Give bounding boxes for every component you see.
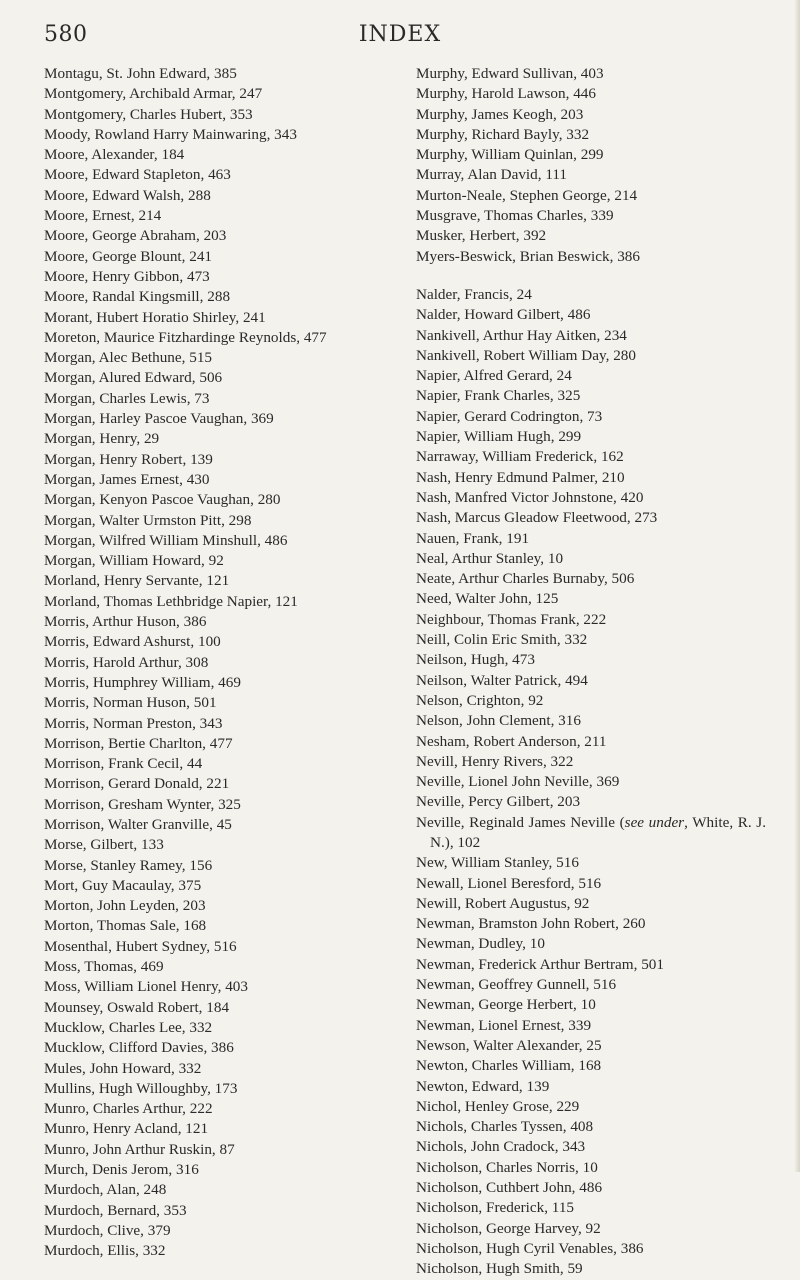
cross-reference-target: , White, R. J. N.), 102	[430, 813, 766, 851]
index-entry: Morgan, Henry Robert, 139	[44, 450, 213, 468]
index-entry: Neill, Colin Eric Smith, 332	[416, 631, 588, 649]
index-entry: Nash, Manfred Victor Johnstone, 420	[416, 488, 644, 506]
index-entry: Napier, William Hugh, 299	[416, 428, 582, 446]
index-entry: Morris, Humphrey William, 469	[44, 673, 241, 691]
index-entry: Nevill, Henry Rivers, 322	[416, 752, 574, 770]
page-edge-shadow	[794, 0, 800, 1172]
index-entry: Nichols, John Cradock, 343	[416, 1138, 586, 1156]
index-entry: Mort, Guy Macaulay, 375	[44, 876, 202, 894]
index-entry: Morris, Edward Ashurst, 100	[44, 633, 221, 651]
index-entry: New, William Stanley, 516	[416, 854, 579, 872]
index-entry: Morgan, Kenyon Pascoe Vaughan, 280	[44, 491, 281, 509]
index-entry: Nankivell, Arthur Hay Aitken, 234	[416, 326, 627, 344]
cross-reference-name: Neville, Reginald James Neville (	[416, 813, 625, 831]
index-entry: Nelson, John Clement, 316	[416, 712, 581, 730]
index-entry: Murch, Denis Jerom, 316	[44, 1161, 199, 1179]
index-entry: Moore, Randal Kingsmill, 288	[44, 288, 231, 306]
index-entry: Nicholson, Hugh Cyril Venables, 386	[416, 1239, 644, 1257]
index-entry: Neville, Percy Gilbert, 203	[416, 793, 581, 811]
index-entry: Morris, Norman Preston, 343	[44, 714, 223, 732]
index-entry: Mucklow, Charles Lee, 332	[44, 1018, 213, 1036]
index-entry: Neilson, Walter Patrick, 494	[416, 671, 588, 689]
index-column-left	[44, 64, 394, 1262]
index-entry: Newman, Dudley, 10	[416, 935, 545, 953]
index-entry: Morris, Harold Arthur, 308	[44, 653, 209, 671]
index-entry: Morgan, Alured Edward, 506	[44, 369, 223, 387]
index-entry: Newton, Edward, 139	[416, 1077, 550, 1095]
index-entry: Munro, John Arthur Ruskin, 87	[44, 1140, 235, 1158]
page-header	[0, 22, 800, 52]
index-entry: Moore, George Abraham, 203	[44, 227, 227, 245]
index-entry: Murdoch, Alan, 248	[44, 1181, 167, 1199]
index-entry: Morgan, James Ernest, 430	[44, 470, 210, 488]
index-entry: Morrison, Walter Granville, 45	[44, 815, 232, 833]
index-entry: Murphy, Harold Lawson, 446	[416, 85, 596, 103]
index-entry: Nankivell, Robert William Day, 280	[416, 346, 636, 364]
index-entry: Morland, Henry Servante, 121	[44, 572, 230, 590]
index-entry: Moore, Edward Stapleton, 463	[44, 166, 231, 184]
index-entry: Munro, Henry Acland, 121	[44, 1120, 209, 1138]
index-entry: Morrison, Frank Cecil, 44	[44, 755, 203, 773]
index-entry: Mules, John Howard, 332	[44, 1059, 202, 1077]
index-entry: Morris, Arthur Huson, 386	[44, 613, 207, 631]
page-title: INDEX	[358, 22, 442, 47]
index-entry: Montagu, St. John Edward, 385	[44, 65, 237, 82]
index-entry: Murdoch, Bernard, 353	[44, 1201, 187, 1219]
index-entry: Mullins, Hugh Willoughby, 173	[44, 1079, 238, 1097]
index-entry: Myers-Beswick, Brian Beswick, 386	[416, 247, 640, 265]
index-entry: Murdoch, Clive, 379	[44, 1221, 171, 1239]
index-entry: Need, Walter John, 125	[416, 590, 559, 608]
index-entry: Morse, Stanley Ramey, 156	[44, 856, 213, 874]
index-entry: Moore, Ernest, 214	[44, 207, 162, 225]
index-entry: Montgomery, Archibald Armar, 247	[44, 85, 263, 103]
index-entry: Morris, Norman Huson, 501	[44, 694, 217, 712]
index-entry: Moore, Edward Walsh, 288	[44, 186, 211, 204]
index-entry: Montgomery, Charles Hubert, 353	[44, 105, 253, 123]
index-entry: Murdoch, Ellis, 332	[44, 1242, 166, 1260]
index-entry: Morgan, Harley Pascoe Vaughan, 369	[44, 410, 274, 428]
index-entry: Newill, Robert Augustus, 92	[416, 894, 590, 912]
index-entry: Morrison, Bertie Charlton, 477	[44, 734, 233, 752]
index-entry: Munro, Charles Arthur, 222	[44, 1100, 213, 1118]
index-entry: Newman, Frederick Arthur Bertram, 501	[416, 955, 664, 973]
index-entry: Morgan, Henry, 29	[44, 430, 160, 448]
index-entry: Mucklow, Clifford Davies, 386	[44, 1039, 234, 1057]
index-entry: Napier, Frank Charles, 325	[416, 387, 581, 405]
index-entry: Nalder, Francis, 24	[416, 285, 532, 303]
index-entry: Morgan, Charles Lewis, 73	[44, 389, 210, 407]
index-entry: Moore, Henry Gibbon, 473	[44, 267, 210, 285]
index-entry: Neville, Lionel John Neville, 369	[416, 773, 620, 791]
index-entry: Newman, Geoffrey Gunnell, 516	[416, 976, 617, 994]
index-entry: Newton, Charles William, 168	[416, 1057, 602, 1075]
index-entry: Narraway, William Frederick, 162	[416, 448, 624, 466]
page-number: 580	[44, 22, 88, 47]
index-entry: Mosenthal, Hubert Sydney, 516	[44, 937, 237, 955]
index-entry: Nash, Marcus Gleadow Fleetwood, 273	[416, 509, 658, 527]
index-entry: Morgan, Wilfred William Minshull, 486	[44, 531, 288, 549]
index-entry: Nesham, Robert Anderson, 211	[416, 732, 607, 750]
index-entry: Morant, Hubert Horatio Shirley, 241	[44, 308, 266, 326]
index-entry: Morrison, Gresham Wynter, 325	[44, 795, 241, 813]
index-entry: Morrison, Gerard Donald, 221	[44, 775, 230, 793]
index-entry: Nicholson, George Harvey, 92	[416, 1219, 601, 1237]
index-entry: Moss, William Lionel Henry, 403	[44, 978, 248, 996]
index-entry: Musgrave, Thomas Charles, 339	[416, 207, 614, 225]
index-entry: Mounsey, Oswald Robert, 184	[44, 998, 230, 1016]
index-entry: Moss, Thomas, 469	[44, 958, 164, 976]
index-entry: Nicholson, Cuthbert John, 486	[416, 1179, 603, 1197]
index-entry: Nalder, Howard Gilbert, 486	[416, 306, 591, 324]
index-entry: Newall, Lionel Beresford, 516	[416, 874, 602, 892]
index-entry: Morland, Thomas Lethbridge Napier, 121	[44, 592, 298, 610]
index-entry: Murphy, Richard Bayly, 332	[416, 125, 590, 143]
index-entry: Napier, Alfred Gerard, 24	[416, 367, 572, 385]
index-entry: Morgan, Alec Bethune, 515	[44, 349, 213, 367]
index-entry: Nelson, Crighton, 92	[416, 691, 544, 709]
index-entry: Morton, John Leyden, 203	[44, 897, 206, 915]
see-under-label: see under	[624, 813, 685, 831]
index-entry: Newson, Walter Alexander, 25	[416, 1036, 602, 1054]
index-entry-cross-reference	[416, 813, 766, 854]
index-entry: Morgan, Walter Urmston Pitt, 298	[44, 511, 252, 529]
index-entry: Musker, Herbert, 392	[416, 227, 547, 245]
index-entry: Morse, Gilbert, 133	[44, 836, 164, 854]
index-entry: Nichol, Henley Grose, 229	[416, 1097, 580, 1115]
index-entry: Moore, George Blount, 241	[44, 247, 213, 265]
index-entry: Nichols, Charles Tyssen, 408	[416, 1118, 594, 1136]
index-entry: Murphy, William Quinlan, 299	[416, 146, 604, 164]
index-entry: Newman, Lionel Ernest, 339	[416, 1016, 592, 1034]
index-entry: Morgan, William Howard, 92	[44, 552, 224, 570]
index-entry: Neilson, Hugh, 473	[416, 651, 535, 669]
index-entry: Neighbour, Thomas Frank, 222	[416, 610, 607, 628]
index-entry: Murphy, James Keogh, 203	[416, 105, 584, 123]
index-entry: Murphy, Edward Sullivan, 403	[416, 65, 604, 82]
index-column-right	[416, 64, 766, 1280]
index-entry: Neal, Arthur Stanley, 10	[416, 549, 564, 567]
index-entry: Nicholson, Hugh Smith, 59	[416, 1260, 583, 1278]
index-entry: Murton-Neale, Stephen George, 214	[416, 186, 638, 204]
index-entry: Napier, Gerard Codrington, 73	[416, 407, 603, 425]
index-entry: Nicholson, Charles Norris, 10	[416, 1158, 598, 1176]
index-entry: Moore, Alexander, 184	[44, 146, 185, 164]
index-entry: Moody, Rowland Harry Mainwaring, 343	[44, 125, 297, 143]
index-entry: Morton, Thomas Sale, 168	[44, 917, 207, 935]
index-entry: Nash, Henry Edmund Palmer, 210	[416, 468, 625, 486]
index-entry: Newman, George Herbert, 10	[416, 996, 596, 1014]
index-entry: Nicholson, Frederick, 115	[416, 1199, 575, 1217]
index-entry: Neate, Arthur Charles Burnaby, 506	[416, 570, 635, 588]
index-entry: Nauen, Frank, 191	[416, 529, 530, 547]
index-entry: Newman, Bramston John Robert, 260	[416, 915, 646, 933]
index-entry: Murray, Alan David, 111	[416, 166, 567, 184]
index-entry: Moreton, Maurice Fitzhardinge Reynolds, 477	[44, 328, 327, 346]
